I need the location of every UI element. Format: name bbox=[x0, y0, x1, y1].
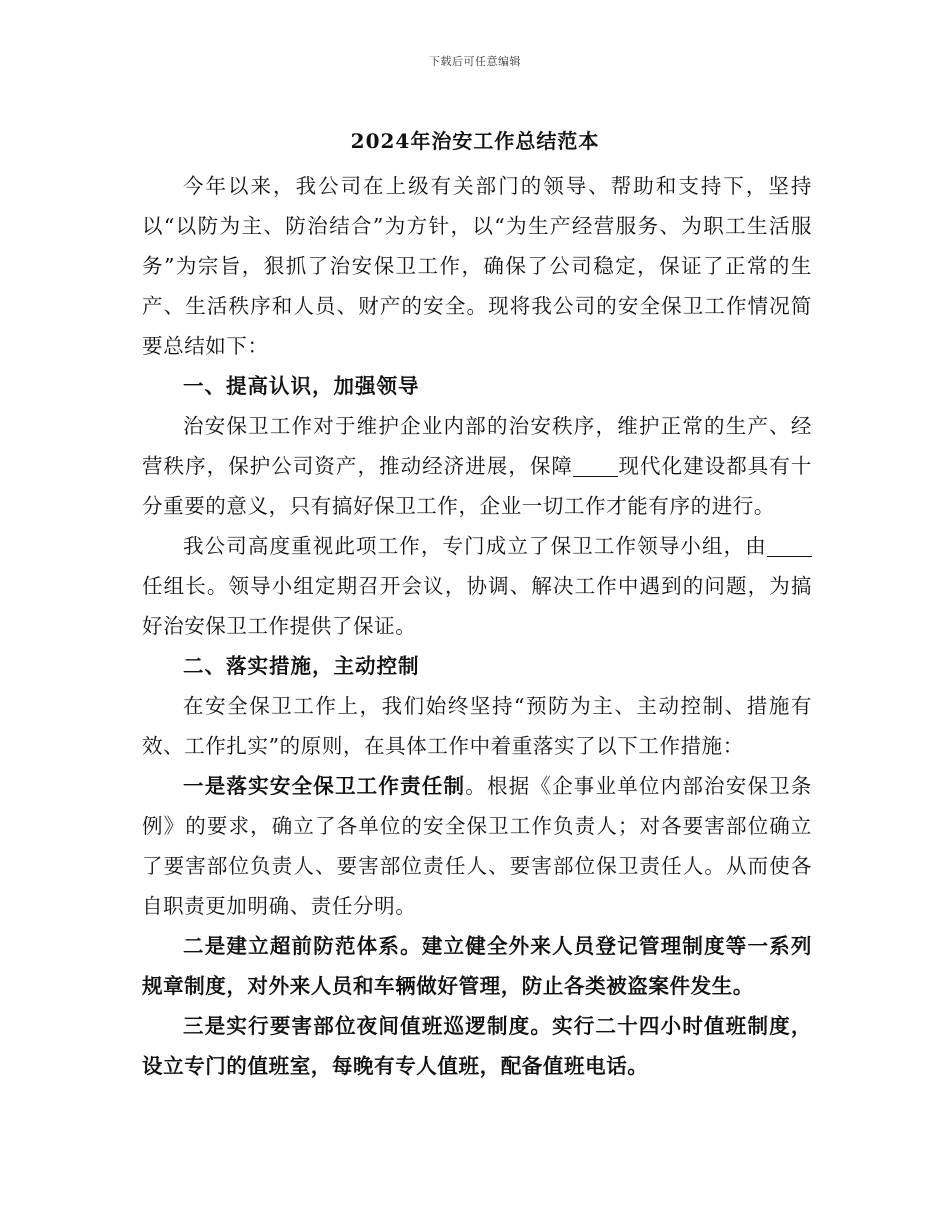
paragraph-6: 三是实行要害部位夜间值班巡逻制度。实行二十四小时值班制度，设立专门的值班室，每晚有专人值班，配备值班电话。 bbox=[142, 1014, 812, 1078]
section-heading-1: 一、提高认识，加强领导 bbox=[183, 374, 420, 398]
paragraph-1 bbox=[142, 406, 812, 526]
paragraph-intro: 今年以来，我公司在上级有关部门的领导、帮助和支持下，坚持以“以防为主、防治结合”为方针，以“为生产经营服务、为职工生活服务”为宗旨，狠抓了治安保卫工作，确保了公司稳定，保证了正常的生产、生活秩序和人员、财产的安全。现将我公司的安全保卫工作情况简要总结如下： bbox=[142, 174, 812, 358]
blank-fill-line bbox=[573, 456, 618, 478]
paragraph-2-part-a: 我公司高度重视此项工作，专门成立了保卫工作领导小组，由 bbox=[183, 534, 767, 558]
document-title: 2024年治安工作总结范本 bbox=[350, 129, 600, 153]
document-body bbox=[142, 166, 812, 1086]
paragraph-1-part-b: 现代化建设都具有十分重要的意义，只有搞好保卫工作，企业一切工作才能有序的进行。 bbox=[142, 454, 812, 518]
paragraph-4-rest: 。根据《企事业单位内部治安保卫条例》的要求，确立了各单位的安全保卫工作负责人；对各要害部位确立了要害部位负责人、要害部位责任人、要害部位保卫责任人。从而使各自职责更加明确、责任分明。 bbox=[142, 774, 812, 918]
paragraph-3: 在安全保卫工作上，我们始终坚持“预防为主、主动控制、措施有效、工作扎实”的原则，在具体工作中着重落实了以下工作措施： bbox=[142, 694, 812, 758]
paragraph-4-lead: 一是落实安全保卫工作责任制 bbox=[183, 774, 466, 798]
paragraph-2 bbox=[142, 526, 812, 646]
paragraph-2-part-b: 任组长。领导小组定期召开会议，协调、解决工作中遇到的问题，为搞好治安保卫工作提供了保证。 bbox=[142, 574, 812, 638]
paragraph-4 bbox=[142, 766, 812, 926]
header-note: 下载后可任意编辑 bbox=[429, 55, 521, 68]
blank-fill-line bbox=[767, 536, 812, 558]
paragraph-5: 二是建立超前防范体系。建立健全外来人员登记管理制度等一系列规章制度，对外来人员和车辆做好管理，防止各类被盗案件发生。 bbox=[142, 934, 812, 998]
paragraph-1-part-a: 治安保卫工作对于维护企业内部的治安秩序，维护正常的生产、经营秩序，保护公司资产，推动经济进展，保障 bbox=[142, 414, 812, 478]
section-heading-2: 二、落实措施，主动控制 bbox=[183, 654, 420, 678]
